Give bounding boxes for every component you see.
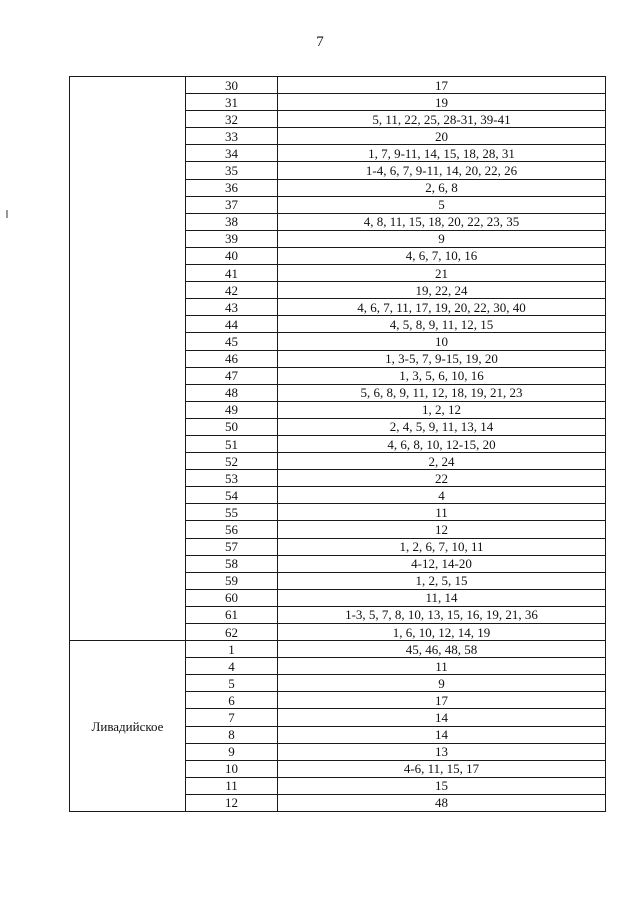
- quarter-number-cell: 4: [186, 658, 278, 675]
- quarter-number-cell: 42: [186, 282, 278, 299]
- quarter-number-cell: 7: [186, 709, 278, 726]
- quarter-number-cell: 36: [186, 179, 278, 196]
- allotment-list-cell: 14: [278, 726, 606, 743]
- allotment-list-cell: 4-6, 11, 15, 17: [278, 760, 606, 777]
- quarter-number-cell: 1: [186, 641, 278, 658]
- margin-mark: [6, 210, 8, 218]
- allotment-list-cell: 48: [278, 794, 606, 811]
- allotment-list-cell: 45, 46, 48, 58: [278, 641, 606, 658]
- allotment-list-cell: 1, 2, 12: [278, 401, 606, 418]
- allotment-list-cell: 11, 14: [278, 589, 606, 606]
- quarter-number-cell: 39: [186, 230, 278, 247]
- quarter-number-cell: 35: [186, 162, 278, 179]
- quarter-number-cell: 46: [186, 350, 278, 367]
- allotment-list-cell: 1, 7, 9-11, 14, 15, 18, 28, 31: [278, 145, 606, 162]
- quarter-number-cell: 50: [186, 418, 278, 435]
- allotment-list-cell: 13: [278, 743, 606, 760]
- quarter-number-cell: 32: [186, 111, 278, 128]
- quarter-number-cell: 41: [186, 265, 278, 282]
- quarter-number-cell: 37: [186, 196, 278, 213]
- quarter-number-cell: 60: [186, 589, 278, 606]
- allotment-list-cell: 4, 6, 7, 11, 17, 19, 20, 22, 30, 40: [278, 299, 606, 316]
- table-body: [70, 77, 606, 812]
- quarter-number-cell: 44: [186, 316, 278, 333]
- quarter-number-cell: 53: [186, 470, 278, 487]
- quarter-number-cell: 45: [186, 333, 278, 350]
- quarter-number-cell: 6: [186, 692, 278, 709]
- table-row: [70, 77, 606, 94]
- allotment-list-cell: 20: [278, 128, 606, 145]
- quarter-number-cell: 5: [186, 675, 278, 692]
- allotment-list-cell: 9: [278, 675, 606, 692]
- allotment-list-cell: 2, 4, 5, 9, 11, 13, 14: [278, 418, 606, 435]
- quarter-number-cell: 47: [186, 367, 278, 384]
- allotment-list-cell: 11: [278, 658, 606, 675]
- quarter-number-cell: 40: [186, 247, 278, 264]
- allotment-list-cell: 1, 3-5, 7, 9-15, 19, 20: [278, 350, 606, 367]
- allotment-list-cell: 1-4, 6, 7, 9-11, 14, 20, 22, 26: [278, 162, 606, 179]
- quarter-number-cell: 34: [186, 145, 278, 162]
- table-row: [70, 641, 606, 658]
- quarter-number-cell: 54: [186, 487, 278, 504]
- allotment-list-cell: 17: [278, 692, 606, 709]
- allotment-list-cell: 2, 6, 8: [278, 179, 606, 196]
- allotment-list-cell: 1-3, 5, 7, 8, 10, 13, 15, 16, 19, 21, 36: [278, 606, 606, 623]
- allotment-list-cell: 1, 3, 5, 6, 10, 16: [278, 367, 606, 384]
- forest-quarters-table: [69, 76, 606, 812]
- allotment-list-cell: 19: [278, 94, 606, 111]
- quarter-number-cell: 8: [186, 726, 278, 743]
- allotment-list-cell: 5, 11, 22, 25, 28-31, 39-41: [278, 111, 606, 128]
- quarter-number-cell: 57: [186, 538, 278, 555]
- allotment-list-cell: 4: [278, 487, 606, 504]
- quarter-number-cell: 62: [186, 624, 278, 641]
- quarter-number-cell: 48: [186, 384, 278, 401]
- quarter-number-cell: 9: [186, 743, 278, 760]
- quarter-number-cell: 49: [186, 401, 278, 418]
- quarter-number-cell: 30: [186, 77, 278, 94]
- quarter-number-cell: 31: [186, 94, 278, 111]
- quarter-number-cell: 43: [186, 299, 278, 316]
- allotment-list-cell: 1, 2, 6, 7, 10, 11: [278, 538, 606, 555]
- quarter-number-cell: 10: [186, 760, 278, 777]
- allotment-list-cell: 10: [278, 333, 606, 350]
- allotment-list-cell: 12: [278, 521, 606, 538]
- allotment-list-cell: 15: [278, 777, 606, 794]
- allotment-list-cell: 5, 6, 8, 9, 11, 12, 18, 19, 21, 23: [278, 384, 606, 401]
- allotment-list-cell: 2, 24: [278, 453, 606, 470]
- allotment-list-cell: 4, 8, 11, 15, 18, 20, 22, 23, 35: [278, 213, 606, 230]
- allotment-list-cell: 4, 5, 8, 9, 11, 12, 15: [278, 316, 606, 333]
- quarter-number-cell: 59: [186, 572, 278, 589]
- allotment-list-cell: 21: [278, 265, 606, 282]
- page-number: 7: [316, 34, 324, 50]
- village-name-cell: [70, 77, 186, 641]
- quarter-number-cell: 38: [186, 213, 278, 230]
- allotment-list-cell: 1, 6, 10, 12, 14, 19: [278, 624, 606, 641]
- quarter-number-cell: 51: [186, 435, 278, 452]
- allotment-list-cell: 11: [278, 504, 606, 521]
- allotment-list-cell: 4, 6, 7, 10, 16: [278, 247, 606, 264]
- quarter-number-cell: 58: [186, 555, 278, 572]
- allotment-list-cell: 9: [278, 230, 606, 247]
- allotment-list-cell: 4, 6, 8, 10, 12-15, 20: [278, 435, 606, 452]
- quarter-number-cell: 55: [186, 504, 278, 521]
- allotment-list-cell: 19, 22, 24: [278, 282, 606, 299]
- allotment-list-cell: 14: [278, 709, 606, 726]
- village-name-cell: Ливадийское: [70, 641, 186, 812]
- allotment-list-cell: 4-12, 14-20: [278, 555, 606, 572]
- allotment-list-cell: 5: [278, 196, 606, 213]
- quarter-number-cell: 61: [186, 606, 278, 623]
- quarter-number-cell: 11: [186, 777, 278, 794]
- allotment-list-cell: 1, 2, 5, 15: [278, 572, 606, 589]
- allotment-list-cell: 22: [278, 470, 606, 487]
- quarter-number-cell: 52: [186, 453, 278, 470]
- allotment-list-cell: 17: [278, 77, 606, 94]
- quarter-number-cell: 33: [186, 128, 278, 145]
- quarter-number-cell: 12: [186, 794, 278, 811]
- quarter-number-cell: 56: [186, 521, 278, 538]
